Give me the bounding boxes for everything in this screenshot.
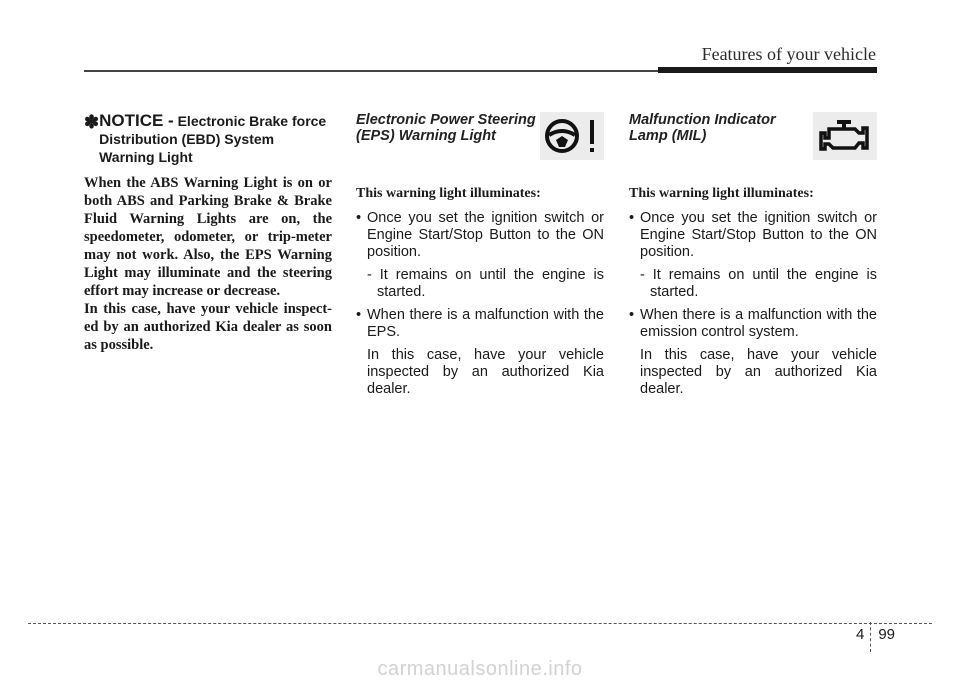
mil-list: [629, 210, 877, 398]
list-paragraph: In this case, have your vehicle inspected by an authorized Kia dealer.: [367, 347, 604, 397]
header-rule: [84, 70, 658, 72]
notice-paragraph: When the ABS Warning Light is on or both ABS and Parking Brake & Brake Fluid Warning Lights are on, the speedometer, odometer, or trip-meter may not work. Also, the EPS Warning Light may illuminate and the steering effort may increase or decrease.: [84, 175, 332, 299]
mil-intro: This warning light illuminates:: [629, 186, 814, 201]
watermark: carmanualsonline.info: [377, 658, 583, 680]
list-subitem: - It remains on until the engine is started.: [640, 267, 877, 300]
notice-title: Electronic Brake force Distribution (EBD) System Warning Light: [99, 113, 327, 165]
mil-section: [629, 112, 877, 404]
list-item: • When there is a malfunction with the emission control system. In this case, have your vehicle inspected by an authorized Kia dealer.: [629, 307, 877, 397]
list-subitem: - It remains on until the engine is started.: [367, 267, 604, 300]
steering-wheel-warning-icon: [540, 112, 604, 160]
notice-body: [84, 174, 332, 354]
eps-list: [356, 210, 604, 398]
page-number-value: 99: [878, 626, 896, 643]
mil-section-title: Malfunction Indicator Lamp (MIL): [629, 112, 776, 144]
bullet-icon: •: [629, 307, 635, 323]
page-number: [856, 626, 895, 652]
header-rule-accent: [658, 67, 877, 73]
page-header-title: Features of your vehicle: [701, 44, 876, 64]
bullet-icon: •: [629, 210, 635, 226]
eps-intro: This warning light illuminates:: [356, 186, 541, 201]
eps-section: [356, 112, 604, 404]
list-paragraph: In this case, have your vehicle inspected by an authorized Kia dealer.: [640, 347, 877, 397]
list-item: • Once you set the ignition switch or Engine Start/Stop Button to the ON position. - It remains on until the engine is started.: [356, 210, 604, 300]
notice-label: NOTICE -: [99, 111, 174, 130]
footer-rule: [28, 623, 932, 624]
notice-heading: [84, 112, 332, 166]
chapter-number: 4: [856, 626, 865, 643]
list-item: • When there is a malfunction with the EPS. In this case, have your vehicle inspected by an authorized Kia dealer.: [356, 307, 604, 397]
eps-section-title: Electronic Power Steering (EPS) Warning Light: [356, 112, 536, 144]
list-item: • Once you set the ignition switch or Engine Start/Stop Button to the ON position. - It remains on until the engine is started.: [629, 210, 877, 300]
notice-paragraph: In this case, have your vehicle inspect-ed by an authorized Kia dealer as soon as possible.: [84, 301, 332, 353]
page-number-divider: [870, 622, 872, 652]
engine-check-icon: [813, 112, 877, 160]
bullet-icon: •: [356, 307, 362, 323]
notice-asterisk-icon: ✽: [84, 112, 100, 132]
notice-column: [84, 112, 332, 354]
bullet-icon: •: [356, 210, 362, 226]
